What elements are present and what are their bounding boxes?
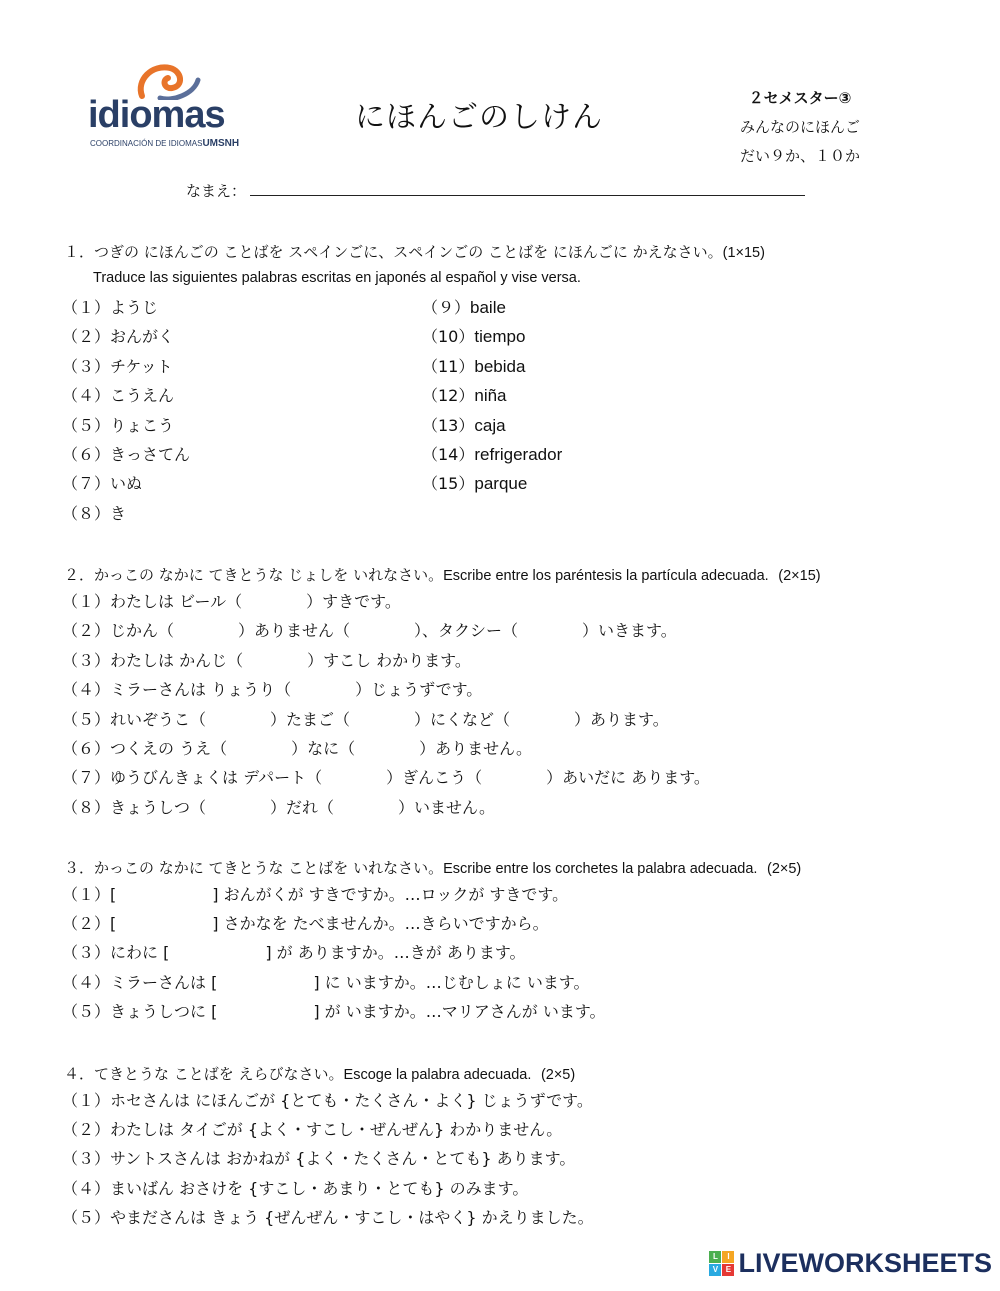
logo-word: idiomas (88, 94, 225, 136)
section-3-heading: ３．かっこの なかに てきとうな ことばを いれなさい。Escribe entre los corchetes la palabra adecuada. (2×5) (64, 859, 802, 877)
list-item: （３）サントスさんは おかねが {よく・たくさん・とても} あります。 (62, 1149, 576, 1169)
list-item: （５）やまださんは きょう {ぜんぜん・すこし・はやく} かえりました。 (62, 1207, 594, 1227)
list-item: （２）おんがく (62, 327, 175, 347)
list-item: （１）ようじ (62, 298, 159, 317)
list-item: （５）りょこう (62, 415, 175, 435)
list-item: （12）niña (422, 386, 507, 406)
list-item: （３）にわに [ ] が ありますか。…きが あります。 (62, 943, 526, 963)
footer-brand: LIVEWORKSHEETS (738, 1248, 992, 1278)
name-row (186, 180, 805, 201)
name-input-line[interactable] (250, 181, 805, 196)
list-item: （６）つくえの うえ（ ）なに（ ）ありません。 (62, 739, 533, 758)
list-item: （２）[ ] さかなを たべませんか。…きらいですから。 (62, 914, 549, 934)
book-label: みんなのにほんご (739, 118, 860, 136)
list-item: （11）bebida (422, 356, 526, 376)
list-item: （５）きょうしつに [ ] が いますか。…マリアさんが います。 (62, 1001, 606, 1021)
list-item: （２）じかん（ ）ありません（ ）、タクシー（ ）いきます。 (62, 621, 677, 641)
list-item: （１）[ ] おんがくが すきですか。…ロックが すきです。 (62, 885, 569, 904)
list-item: （１）ホセさんは にほんごが {とても・たくさん・よく} じょうずです。 (62, 1091, 593, 1110)
list-item: （６）きっさてん (62, 445, 191, 464)
list-item: （８）き (62, 503, 127, 523)
section-1-subheading: Traduce las siguientes palabras escritas en japonés al español y vise versa. (93, 270, 581, 286)
idiomas-logo (88, 58, 248, 153)
list-item: （14）refrigerador (422, 445, 563, 464)
list-item: （３）わたしは かんじ（ ）すこし わかります。 (62, 650, 471, 670)
list-item: （10）tiempo (422, 327, 526, 347)
list-item: （８）きょうしつ（ ）だれ（ ）いません。 (62, 797, 495, 817)
list-item: （５）れいぞうこ（ ）たまご（ ）にくなど（ ）あります。 (62, 709, 669, 729)
semester-label: ２セメスター③ (748, 89, 852, 107)
list-item: （３）チケット (62, 356, 173, 376)
liveworksheets-footer (709, 1248, 992, 1279)
section-4-heading: ４．てきとうな ことばを えらびなさい。Escoge la palabra adecuada. (2×5) (64, 1065, 576, 1083)
list-item: （４）ミラーさんは [ ] に いますか。…じむしょに います。 (62, 972, 590, 992)
list-item: （13）caja (422, 415, 506, 435)
list-item: （15）parque (422, 474, 528, 494)
list-item: （７）いぬ (62, 474, 143, 494)
page-title: にほんごのしけん (355, 100, 603, 135)
list-item: （９）baile (422, 298, 506, 317)
lessons-label: だい９か、１０か (739, 147, 860, 165)
liveworksheets-logo-icon: L I V E (709, 1251, 734, 1276)
list-item: （１）わたしは ビール（ ）すきです。 (62, 592, 401, 611)
list-item: （２）わたしは タイごが {よく・すこし・ぜんぜん} わかりません。 (62, 1120, 563, 1140)
logo-subtitle: COORDINACIÓN DE IDIOMASUMSNH (90, 138, 240, 149)
list-item: （４）ミラーさんは りょうり（ ）じょうずです。 (62, 680, 483, 700)
list-item: （７）ゆうびんきょくは デパート（ ）ぎんこう（ ）あいだに あります。 (62, 768, 710, 788)
section-2-heading: ２．かっこの なかに てきとうな じょしを いれなさい。Escribe entre los paréntesis la partícula adecuada. (2×15) (64, 566, 821, 584)
exam-meta (705, 84, 895, 171)
name-label: なまえ： (186, 182, 247, 200)
list-item: （４）まいばん おさけを {すこし・あまり・とても} のみます。 (62, 1178, 529, 1198)
list-item: （４）こうえん (62, 386, 175, 406)
section-1-heading: １．つぎの にほんごの ことばを スペインごに、スペインごの ことばを にほんごに かえなさい。(1×15) (64, 243, 765, 261)
